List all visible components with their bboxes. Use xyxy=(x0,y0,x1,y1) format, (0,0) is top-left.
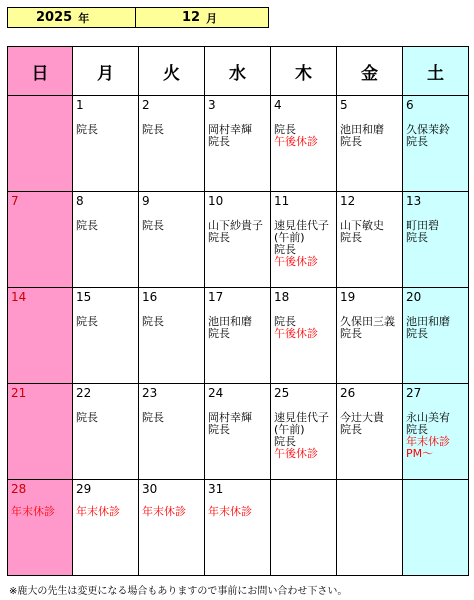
doctor-entry: 院長 xyxy=(76,219,98,232)
day-cell xyxy=(139,288,205,384)
day-entries xyxy=(406,316,468,340)
day-cell xyxy=(73,480,139,576)
doctor-entry: 院長 xyxy=(208,423,230,436)
closure-note: 年末休診 xyxy=(142,505,186,518)
day-cell xyxy=(73,96,139,192)
day-entries xyxy=(142,220,204,232)
weekday-tuesday: 火 xyxy=(139,47,205,96)
doctor-entry: 岡村幸輝 xyxy=(208,411,252,424)
year-cell xyxy=(8,8,136,27)
weekday-friday: 金 xyxy=(337,47,403,96)
doctor-entry: 院長 xyxy=(142,123,164,136)
month-cell xyxy=(136,8,268,27)
day-entries xyxy=(142,316,204,328)
doctor-entry: 今辻大貴 xyxy=(340,411,384,424)
day-number: 6 xyxy=(406,98,414,112)
day-entries xyxy=(274,412,336,460)
day-cell xyxy=(271,192,337,288)
day-number: 14 xyxy=(11,290,27,304)
day-cell xyxy=(337,288,403,384)
doctor-entry: 町田碧 xyxy=(406,219,439,232)
day-entries xyxy=(208,124,270,148)
closure-note: 年末休診 xyxy=(406,435,450,448)
doctor-entry: 山下紗貴子 xyxy=(208,219,263,232)
day-cell xyxy=(139,384,205,480)
day-cell xyxy=(139,96,205,192)
day-cell xyxy=(8,288,73,384)
weekday-saturday: 土 xyxy=(403,47,469,96)
doctor-entry: 院長 xyxy=(406,135,428,148)
day-entries xyxy=(208,412,270,436)
day-number: 12 xyxy=(340,194,356,208)
weekday-monday: 月 xyxy=(73,47,139,96)
doctor-entry: 院長 xyxy=(142,411,164,424)
day-cell xyxy=(73,192,139,288)
day-entries xyxy=(406,220,468,244)
day-entries xyxy=(142,124,204,136)
doctor-entry: 院長 xyxy=(340,327,362,340)
day-cell xyxy=(73,384,139,480)
day-number: 31 xyxy=(208,482,224,496)
month-unit: 月 xyxy=(206,11,218,25)
day-cell xyxy=(271,384,337,480)
day-cell xyxy=(73,288,139,384)
closure-note: 年末休診 xyxy=(208,505,252,518)
day-entries xyxy=(76,412,138,424)
doctor-entry: 院長 xyxy=(406,231,428,244)
day-number xyxy=(406,482,468,496)
day-cell xyxy=(8,384,73,480)
day-number: 22 xyxy=(76,386,92,400)
doctor-entry: 池田和磨 xyxy=(208,315,252,328)
day-entries xyxy=(274,220,336,268)
day-number: 2 xyxy=(142,98,150,112)
day-cell xyxy=(403,288,469,384)
doctor-entry: 久保茉鈴 xyxy=(406,123,450,136)
day-number: 18 xyxy=(274,290,290,304)
doctor-entry: 院長 xyxy=(274,123,296,136)
day-cell xyxy=(403,480,469,576)
closure-note: PM～ xyxy=(406,447,434,460)
day-number xyxy=(11,98,72,112)
doctor-entry: 速見佳代子 xyxy=(274,411,329,424)
day-entries xyxy=(406,412,468,460)
weekday-header-row xyxy=(8,47,469,96)
day-cell xyxy=(205,288,271,384)
closure-note: 午後休診 xyxy=(274,255,318,268)
day-number: 11 xyxy=(274,194,290,208)
day-entries xyxy=(76,316,138,328)
day-number: 26 xyxy=(340,386,356,400)
weekday-wednesday: 水 xyxy=(205,47,271,96)
day-entries xyxy=(274,124,336,148)
day-number: 21 xyxy=(11,386,27,400)
closure-note: 午後休診 xyxy=(274,135,318,148)
day-number: 17 xyxy=(208,290,224,304)
doctor-entry: (午前) xyxy=(274,231,305,244)
doctor-entry: 院長 xyxy=(340,231,362,244)
day-cell xyxy=(271,288,337,384)
footnote: ※鹿大の先生は変更になる場合もありますので事前にお問い合わせ下さい。 xyxy=(9,586,348,597)
day-cell xyxy=(205,480,271,576)
day-entries xyxy=(142,506,204,518)
doctor-entry: 山下敏史 xyxy=(340,219,384,232)
day-entries xyxy=(406,124,468,148)
month-value: 12 xyxy=(182,10,201,25)
closure-note: 午後休診 xyxy=(274,327,318,340)
doctor-entry: 院長 xyxy=(340,135,362,148)
closure-note: 年末休診 xyxy=(11,505,55,518)
day-number: 3 xyxy=(208,98,216,112)
doctor-entry: 池田和磨 xyxy=(340,123,384,136)
day-cell xyxy=(337,192,403,288)
day-cell xyxy=(139,192,205,288)
day-cell xyxy=(337,96,403,192)
day-entries xyxy=(274,316,336,340)
day-number: 28 xyxy=(11,482,27,496)
day-entries xyxy=(76,506,138,518)
day-cell xyxy=(271,480,337,576)
year-unit: 年 xyxy=(78,11,90,25)
week-row xyxy=(8,192,469,288)
day-cell xyxy=(337,384,403,480)
day-entries xyxy=(208,506,270,518)
day-cell xyxy=(8,96,73,192)
day-number: 27 xyxy=(406,386,422,400)
day-entries xyxy=(208,220,270,244)
week-row xyxy=(8,480,469,576)
week-row xyxy=(8,96,469,192)
day-cell xyxy=(205,384,271,480)
day-number: 30 xyxy=(142,482,158,496)
day-number: 29 xyxy=(76,482,92,496)
day-cell xyxy=(403,384,469,480)
doctor-entry: 岡村幸輝 xyxy=(208,123,252,136)
closure-note: 午後休診 xyxy=(274,447,318,460)
day-cell xyxy=(403,192,469,288)
day-number xyxy=(274,482,336,496)
day-number xyxy=(340,482,402,496)
doctor-entry: 院長 xyxy=(406,423,428,436)
doctor-entry: 永山美宥 xyxy=(406,411,450,424)
doctor-entry: 院長 xyxy=(274,243,296,256)
doctor-entry: 速見佳代子 xyxy=(274,219,329,232)
day-cell xyxy=(337,480,403,576)
doctor-entry: 池田和磨 xyxy=(406,315,450,328)
day-entries xyxy=(208,316,270,340)
day-entries xyxy=(76,124,138,136)
week-row xyxy=(8,288,469,384)
day-number: 16 xyxy=(142,290,158,304)
calendar-body xyxy=(8,96,469,576)
day-number: 25 xyxy=(274,386,290,400)
day-number: 15 xyxy=(76,290,92,304)
day-number: 7 xyxy=(11,194,19,208)
day-cell xyxy=(8,480,73,576)
day-entries xyxy=(340,316,402,340)
day-number: 4 xyxy=(274,98,282,112)
day-entries xyxy=(340,124,402,148)
year-month-header xyxy=(7,7,269,28)
weekday-thursday: 木 xyxy=(271,47,337,96)
doctor-entry: 院長 xyxy=(274,435,296,448)
day-cell xyxy=(139,480,205,576)
day-number: 19 xyxy=(340,290,356,304)
doctor-entry: 院長 xyxy=(208,135,230,148)
day-number: 20 xyxy=(406,290,422,304)
doctor-entry: 院長 xyxy=(142,219,164,232)
doctor-entry: (午前) xyxy=(274,423,305,436)
doctor-entry: 院長 xyxy=(76,411,98,424)
day-number: 13 xyxy=(406,194,422,208)
doctor-entry: 院長 xyxy=(340,423,362,436)
day-entries xyxy=(76,220,138,232)
doctor-entry: 院長 xyxy=(76,123,98,136)
week-row xyxy=(8,384,469,480)
doctor-entry: 院長 xyxy=(406,327,428,340)
day-number: 23 xyxy=(142,386,158,400)
calendar-table xyxy=(7,46,469,576)
closure-note: 年末休診 xyxy=(76,505,120,518)
day-cell xyxy=(205,96,271,192)
day-cell xyxy=(271,96,337,192)
day-number: 24 xyxy=(208,386,224,400)
weekday-sunday: 日 xyxy=(8,47,73,96)
day-cell xyxy=(403,96,469,192)
day-entries xyxy=(142,412,204,424)
day-cell xyxy=(8,192,73,288)
day-number: 9 xyxy=(142,194,150,208)
day-number: 8 xyxy=(76,194,84,208)
day-number: 5 xyxy=(340,98,348,112)
day-cell xyxy=(205,192,271,288)
doctor-entry: 院長 xyxy=(76,315,98,328)
doctor-entry: 久保田三義 xyxy=(340,315,395,328)
day-number: 1 xyxy=(76,98,84,112)
year-value: 2025 xyxy=(36,10,73,25)
day-entries xyxy=(340,220,402,244)
doctor-entry: 院長 xyxy=(208,327,230,340)
doctor-entry: 院長 xyxy=(142,315,164,328)
day-number: 10 xyxy=(208,194,224,208)
day-entries xyxy=(11,506,72,518)
doctor-entry: 院長 xyxy=(208,231,230,244)
doctor-entry: 院長 xyxy=(274,315,296,328)
day-entries xyxy=(340,412,402,436)
